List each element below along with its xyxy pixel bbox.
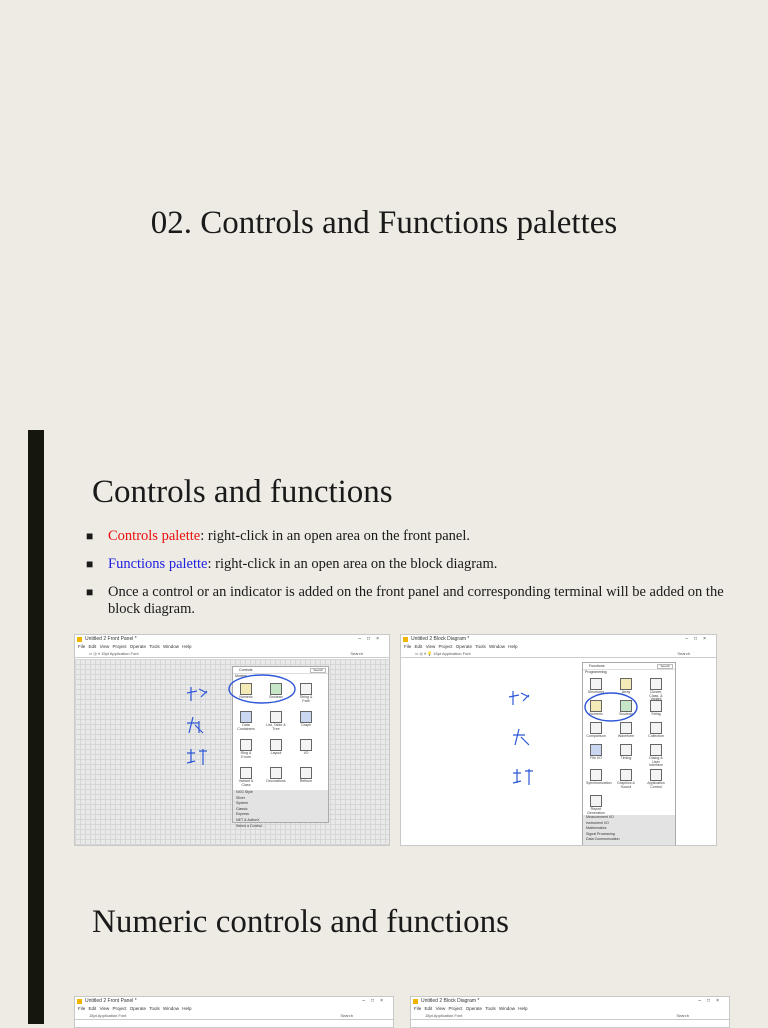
functions-palette-term: Functions palette [108, 556, 208, 572]
palette-icon-label: File I/O [590, 756, 602, 760]
window-titlebar [75, 997, 393, 1006]
palette-list-item: NET & ActiveX [236, 817, 260, 822]
menu-view: View [99, 1006, 110, 1011]
window-controls: –□× [362, 998, 389, 1004]
run-arrow-icon: ⇨ ◎ ⏸ [89, 651, 101, 656]
circle-annotation [585, 693, 637, 721]
menu-help: Help [508, 644, 518, 649]
section-heading: Controls and functions [92, 474, 393, 510]
bullet-controls-palette [86, 528, 726, 545]
palette-icon-label: Graph [301, 723, 311, 727]
palette-icon-label: Ring & Enum [240, 751, 252, 759]
menu-operate: Operate [465, 1006, 483, 1011]
labview-app-icon [413, 999, 418, 1004]
palette-icon-label: Data Containers [237, 723, 255, 731]
palette-icon-label: Comparison [586, 734, 606, 738]
palette-icon-label: Timing [620, 756, 632, 760]
bullet-square-icon: ■ [86, 557, 94, 571]
numeric-block-diagram-screenshot [410, 996, 730, 1028]
search-box: Search [676, 1013, 689, 1018]
font-selector: 15pt Application Font [89, 1013, 127, 1018]
palette-title: Functions [589, 664, 605, 668]
palette-list-item: Express [236, 812, 249, 817]
palette-category: Modern [235, 674, 248, 678]
handwritten-annotation [75, 635, 389, 845]
window-title: Untitled 2 Block Diagram * [421, 998, 480, 1004]
palette-icon-label: Structures [587, 690, 605, 694]
handwriting-stroke [187, 687, 207, 701]
palette-icon-label: Boolean [619, 712, 633, 716]
menu-window: Window [163, 1006, 180, 1011]
menu-view: View [425, 644, 436, 649]
menu-operate: Operate [455, 644, 473, 649]
window-controls: –□× [358, 636, 385, 642]
palette-icon-label: Collection [648, 734, 664, 738]
palette-icon-label: Report Generation [587, 807, 605, 815]
bullet-text: : right-click in an open area on the block diagram. [207, 556, 498, 572]
menu-edit: Edit [424, 1006, 433, 1011]
palette-list-item: Signal Processing [586, 831, 615, 836]
palette-icon-label: List, Table & Tree [266, 723, 286, 731]
handwriting-stroke [509, 691, 529, 705]
palette-icon-label: Decorations [266, 779, 286, 783]
menu-tools: Tools [149, 644, 160, 649]
menu-window: Window [499, 1006, 516, 1011]
handwriting-stroke [513, 769, 533, 785]
search-box: Search [350, 651, 363, 656]
menu-help: Help [518, 1006, 528, 1011]
menu-file: File [404, 644, 412, 649]
palette-icon-label: Numeric [239, 695, 253, 699]
menu-project: Project [112, 1006, 127, 1011]
run-arrow-icon: ⇨ ◎ ⏸ 💡 [415, 651, 433, 656]
palette-icon-label: Numeric [589, 712, 603, 716]
menu-project: Project [112, 644, 127, 649]
toolbar [75, 1012, 393, 1020]
palette-icon-label: Dialog & User Interface [649, 756, 663, 768]
toolbar [411, 1012, 729, 1020]
palette-icon-label: Boolean [269, 695, 283, 699]
font-selector: 15pt Application Font [433, 651, 471, 656]
palette-title: Controls [239, 668, 253, 672]
palette-icon-label: String & Path [299, 695, 313, 703]
palette-list-item: Instrument I/O [586, 820, 609, 825]
palette-search: Search [310, 668, 326, 673]
palette-icon-label: Refnum [299, 779, 313, 783]
bullet-square-icon: ■ [86, 585, 94, 599]
numeric-section-heading: Numeric controls and functions [92, 904, 509, 940]
handwriting-stroke [513, 729, 529, 745]
palette-category: Programming [585, 670, 607, 674]
window-controls: –□× [698, 998, 725, 1004]
block-diagram-screenshot [400, 634, 717, 846]
palette-list-item: NXG Style [236, 790, 253, 794]
palette-list-item: Silver [236, 795, 245, 800]
palette-list-item: System [236, 801, 248, 806]
palette-icon-label: Cluster, Class, & [649, 690, 663, 698]
window-title: Untitled 2 Block Diagram * [411, 636, 470, 642]
bullet-functions-palette [86, 556, 726, 573]
menu-edit: Edit [88, 1006, 97, 1011]
menu-operate: Operate [129, 1006, 147, 1011]
palette-list-item: Classic [236, 806, 248, 811]
palette-list-item: Select a Control... [236, 823, 265, 828]
palette-icon-label: Array [621, 690, 631, 694]
slide-accent-bar [28, 430, 44, 1024]
palette-icon-label: Synchronization [586, 781, 612, 785]
window-controls: –□× [685, 636, 712, 642]
handwritten-annotation [401, 635, 716, 845]
handwriting-stroke [187, 749, 207, 765]
bullet-text: : right-click in an open area on the front panel. [200, 528, 470, 544]
palette-search: Search [657, 664, 673, 669]
search-box: Search [340, 1013, 353, 1018]
palette-icon-label: I/O [303, 751, 309, 755]
menu-project: Project [448, 1006, 463, 1011]
palette-icon-label: Layout [270, 751, 282, 755]
window-titlebar [411, 997, 729, 1006]
menu-window: Window [163, 644, 180, 649]
palette-icon-label: Waveform [617, 734, 635, 738]
menu-view: View [99, 644, 110, 649]
palette-icon-label: String [651, 712, 661, 716]
menu-help: Help [182, 1006, 192, 1011]
circle-annotation [229, 675, 295, 703]
front-panel-screenshot [74, 634, 390, 846]
menu-view: View [435, 1006, 446, 1011]
numeric-front-panel-screenshot [74, 996, 394, 1028]
menu-edit: Edit [88, 644, 97, 649]
palette-icon-label: Graphics & Sound [617, 781, 635, 789]
handwriting-stroke [187, 717, 203, 733]
bullet-list [86, 528, 726, 629]
palette-icon-label: Variant & Class [238, 779, 254, 787]
palette-list-item: Mathematics [586, 826, 607, 831]
slide-title: 02. Controls and Functions palettes [150, 205, 618, 241]
window-title: Untitled 2 Front Panel * [85, 636, 137, 642]
labview-app-icon [77, 999, 82, 1004]
palette-list-item: Data Communication [586, 837, 620, 842]
menu-tools: Tools [475, 644, 486, 649]
menu-file: File [78, 644, 86, 649]
font-selector: 15pt Application Font [101, 651, 139, 656]
bullet-terminal-note [86, 584, 726, 618]
menu-operate: Operate [129, 644, 147, 649]
controls-palette-term: Controls palette [108, 528, 201, 544]
menu-project: Project [438, 644, 453, 649]
menu-edit: Edit [414, 644, 423, 649]
palette-list-item: Measurement I/O [586, 815, 614, 819]
palette-icon-label: Application Control [647, 781, 665, 789]
menu-tools: Tools [485, 1006, 496, 1011]
menu-file: File [414, 1006, 422, 1011]
bullet-square-icon: ■ [86, 529, 94, 543]
menu-window: Window [489, 644, 506, 649]
menu-tools: Tools [149, 1006, 160, 1011]
menu-file: File [78, 1006, 86, 1011]
search-box: Search [677, 651, 690, 656]
bullet-text: Once a control or an indicator is added on the front panel and corresponding terminal will be added on the block diagram. [108, 584, 724, 617]
font-selector: 15pt Application Font [425, 1013, 463, 1018]
window-title: Untitled 2 Front Panel * [85, 998, 137, 1004]
menu-help: Help [182, 644, 192, 649]
